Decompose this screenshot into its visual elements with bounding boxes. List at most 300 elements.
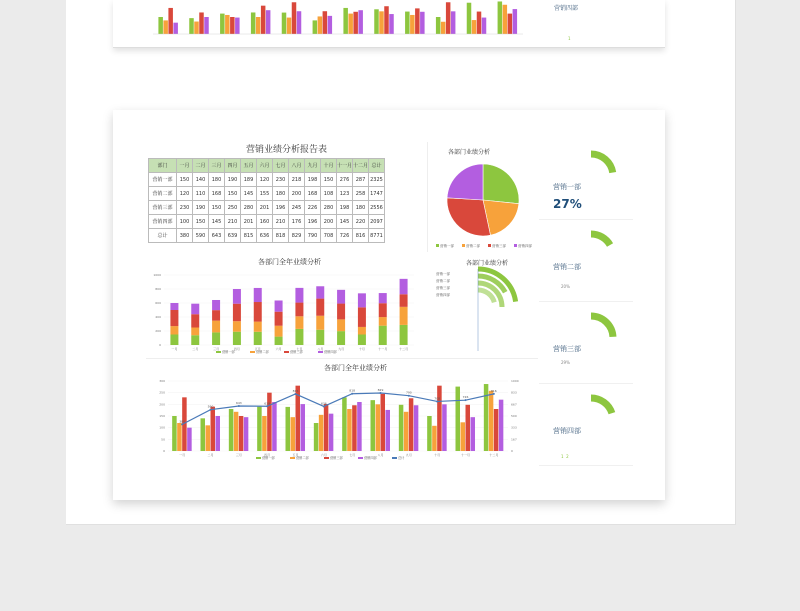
data-label: 380 <box>179 419 186 424</box>
data-label: 726 <box>462 395 469 400</box>
bar <box>414 405 419 451</box>
table-header-row <box>149 159 385 173</box>
bar <box>216 416 221 451</box>
legend-swatch <box>284 351 289 353</box>
legend-label: 营销三部 <box>330 456 343 460</box>
legend-label: 营销一部 <box>222 350 235 354</box>
x-tick-label: 九月 <box>405 453 412 457</box>
prev-bar <box>482 18 487 34</box>
bar <box>461 422 466 451</box>
bar <box>201 418 206 451</box>
stacked-bar-segment <box>337 331 345 345</box>
legend-label: 营销四部 <box>364 456 377 460</box>
line-point <box>380 392 382 394</box>
stacked-bar-segment <box>358 327 366 335</box>
stacked-bar-segment <box>275 312 283 326</box>
prev-gauge-label: 营销四部 <box>554 5 579 12</box>
x-tick-label: 九月 <box>338 347 345 351</box>
prev-bar <box>266 10 271 34</box>
x-tick-label: 六月 <box>275 347 282 351</box>
table-cell: 189 <box>241 173 257 187</box>
gauge-panel-4 <box>539 386 633 466</box>
line-point <box>266 405 268 407</box>
y-tick-label: 150 <box>159 414 165 418</box>
table-cell: 108 <box>321 187 337 201</box>
bar <box>239 416 244 451</box>
y2-tick-label: 500 <box>511 414 517 418</box>
ring-chart-panel <box>427 253 537 355</box>
table-cell: 8771 <box>369 229 385 243</box>
y-tick-label: 400 <box>155 315 161 319</box>
legend-label: 营销二部 <box>296 456 309 460</box>
bar <box>399 405 404 451</box>
stacked-bar-segment <box>379 326 387 345</box>
stacked-bar-segment <box>233 332 241 345</box>
stacked-bar-segment <box>358 335 366 346</box>
prev-bar <box>343 8 348 34</box>
stacked-bar-segment <box>170 303 178 310</box>
table-cell: 168 <box>209 187 225 201</box>
gauge-1-label: 营销一部 <box>553 183 581 191</box>
bar <box>301 404 306 451</box>
table-cell: 790 <box>305 229 321 243</box>
table-cell: 708 <box>321 229 337 243</box>
bar <box>357 402 362 451</box>
prev-gauge-legend: 1 <box>568 36 571 41</box>
prev-bar <box>292 2 297 34</box>
x-tick-label: 一月 <box>179 453 186 457</box>
table-cell: 2325 <box>369 173 385 187</box>
prev-bar <box>353 12 358 34</box>
table-cell: 816 <box>353 229 369 243</box>
table-header-cell: 总计 <box>369 159 385 173</box>
prev-bar <box>508 14 513 34</box>
prev-bar <box>384 6 389 34</box>
stacked-bar-segment <box>295 329 303 345</box>
legend-swatch <box>324 457 329 459</box>
data-label: 636 <box>320 401 327 406</box>
legend-swatch <box>514 244 517 247</box>
line-point <box>351 393 353 395</box>
stacked-bar-segment <box>400 279 408 294</box>
data-label: 818 <box>349 388 356 393</box>
y2-tick-label: 333 <box>511 425 517 430</box>
gauge-4-label: 营销四部 <box>553 427 581 435</box>
table-header-cell: 七月 <box>273 159 289 173</box>
stacked-bar-segment <box>233 289 241 304</box>
table-row <box>149 229 385 243</box>
stacked-bar-segment <box>191 314 199 327</box>
table-cell: 营销二部 <box>149 187 177 201</box>
bar <box>244 417 249 451</box>
stacked-bar-title: 各部门全年业绩分析 <box>258 258 321 266</box>
stacked-bar-segment <box>254 302 262 322</box>
legend-swatch <box>256 457 261 459</box>
pie-slice <box>447 164 483 200</box>
table-cell: 190 <box>225 173 241 187</box>
table-cell: 200 <box>321 215 337 229</box>
x-tick-label: 二月 <box>207 453 214 457</box>
prev-bar <box>261 6 266 34</box>
x-tick-label: 十月 <box>434 453 441 457</box>
line-point <box>181 423 183 425</box>
table-cell: 110 <box>193 187 209 201</box>
table-header-cell: 九月 <box>305 159 321 173</box>
x-tick-label: 七月 <box>296 347 303 351</box>
table-cell: 250 <box>225 201 241 215</box>
prev-bar <box>451 11 456 34</box>
table-cell: 150 <box>321 173 337 187</box>
table-cell: 总计 <box>149 229 177 243</box>
x-tick-label: 一月 <box>171 347 178 351</box>
stacked-bar-segment <box>191 328 199 336</box>
table-cell: 280 <box>241 201 257 215</box>
table-cell: 168 <box>305 187 321 201</box>
bar <box>291 417 296 451</box>
stacked-bar-segment <box>233 304 241 322</box>
stacked-bar-segment <box>358 293 366 307</box>
y-tick-label: 300 <box>159 379 165 383</box>
pie-legend-label: 营销二部 <box>466 244 480 248</box>
ring-label: 营销一部 <box>436 272 450 276</box>
y-tick-label: 0 <box>163 449 165 453</box>
table-cell: 营销一部 <box>149 173 177 187</box>
ring-chart <box>428 253 538 355</box>
table-cell: 145 <box>337 215 353 229</box>
x-tick-label: 四月 <box>233 347 240 351</box>
x-tick-label: 十一月 <box>460 453 471 457</box>
stacked-bar-segment <box>379 293 387 303</box>
line-point <box>323 405 325 407</box>
prev-bar <box>199 12 204 34</box>
gauge-1-percent: 27% <box>553 197 582 211</box>
prev-bar <box>358 10 363 34</box>
table-cell: 145 <box>209 215 225 229</box>
table-cell: 140 <box>193 173 209 187</box>
stacked-bar-segment <box>212 321 220 333</box>
data-label: 708 <box>434 396 441 401</box>
bar <box>404 412 409 451</box>
data-label: 816 <box>490 388 497 393</box>
pie-panel <box>427 142 537 252</box>
prev-bar <box>498 1 503 34</box>
legend-swatch <box>358 457 363 459</box>
x-tick-label: 八月 <box>317 347 324 351</box>
report-sheet <box>113 110 665 500</box>
table-cell: 218 <box>289 173 305 187</box>
stacked-bar-segment <box>212 310 220 321</box>
legend-label: 营销一部 <box>262 456 275 460</box>
bar <box>329 414 334 451</box>
table-cell: 176 <box>289 215 305 229</box>
table-cell: 190 <box>193 201 209 215</box>
line-point <box>465 399 467 401</box>
stacked-bar-segment <box>212 300 220 310</box>
ring-label: 营销四部 <box>436 293 450 297</box>
table-cell: 230 <box>273 173 289 187</box>
bar <box>484 384 489 451</box>
table-cell: 245 <box>289 201 305 215</box>
x-tick-label: 七月 <box>349 453 356 457</box>
table-cell: 营销三部 <box>149 201 177 215</box>
gauge-arc <box>591 316 613 337</box>
table-header-cell: 部门 <box>149 159 177 173</box>
stacked-bar-segment <box>400 325 408 345</box>
table-header-cell: 十一月 <box>337 159 353 173</box>
table-row <box>149 173 385 187</box>
table-cell: 210 <box>225 215 241 229</box>
line-point <box>408 395 410 397</box>
table-cell: 180 <box>273 187 289 201</box>
prev-bar <box>225 15 230 34</box>
prev-bar <box>158 17 163 34</box>
y-tick-label: 600 <box>155 301 161 305</box>
table-row <box>149 187 385 201</box>
table-cell: 160 <box>257 215 273 229</box>
stacked-bar-chart <box>146 265 428 357</box>
bar <box>376 404 381 451</box>
bar <box>257 407 262 451</box>
prev-bar <box>415 8 420 34</box>
stacked-bar-segment <box>191 335 199 345</box>
stacked-bar-segment <box>379 317 387 326</box>
prev-bar <box>323 11 328 34</box>
prev-bar <box>189 18 194 34</box>
table-header-cell: 八月 <box>289 159 305 173</box>
stacked-bar-segment <box>170 335 178 346</box>
data-label: 790 <box>405 390 412 395</box>
y-tick-label: 50 <box>161 437 165 442</box>
combo-title: 各部门全年业绩分析 <box>324 364 387 372</box>
table-cell: 639 <box>225 229 241 243</box>
table-header-cell: 十月 <box>321 159 337 173</box>
pie-slice <box>483 164 519 204</box>
line-point <box>210 409 212 411</box>
table-cell: 123 <box>337 187 353 201</box>
table-cell: 180 <box>209 173 225 187</box>
legend-swatch <box>436 244 439 247</box>
gauge-arc <box>591 154 613 173</box>
combo-chart <box>146 371 538 467</box>
prev-bar <box>374 9 379 34</box>
stacked-bar-segment <box>295 303 303 317</box>
prev-bar <box>420 12 425 34</box>
legend-swatch <box>250 351 255 353</box>
stacked-bar-panel <box>146 253 428 357</box>
line-point <box>238 405 240 407</box>
legend-label: 营销四部 <box>324 350 337 354</box>
prev-bar <box>405 12 410 34</box>
prev-bar <box>472 20 477 34</box>
x-tick-label: 四月 <box>264 453 271 457</box>
bar <box>371 400 376 451</box>
legend-label: 总计 <box>398 456 405 460</box>
table-cell: 155 <box>257 187 273 201</box>
prev-bar <box>287 18 292 34</box>
pie-legend-label: 营销四部 <box>518 244 532 248</box>
bar <box>347 409 352 451</box>
stacked-bar-segment <box>316 286 324 298</box>
bar <box>272 402 277 451</box>
table-header-cell: 五月 <box>241 159 257 173</box>
bar <box>286 407 291 451</box>
legend-swatch <box>392 457 397 459</box>
prev-bar <box>328 16 333 34</box>
x-tick-label: 五月 <box>254 347 261 351</box>
legend-swatch <box>462 244 465 247</box>
table-cell: 280 <box>321 201 337 215</box>
bar <box>314 423 319 451</box>
bar <box>324 404 329 451</box>
line-point <box>295 393 297 395</box>
stacked-bar-segment <box>170 310 178 326</box>
stacked-bar-segment <box>212 332 220 345</box>
table-cell: 196 <box>305 215 321 229</box>
bar <box>211 407 216 451</box>
table-cell: 829 <box>289 229 305 243</box>
pie-slice <box>447 198 490 236</box>
x-tick-label: 十一月 <box>378 347 388 351</box>
table-cell: 726 <box>337 229 353 243</box>
prev-bar <box>410 15 415 34</box>
stacked-bar-segment <box>295 316 303 329</box>
x-tick-label: 三月 <box>213 347 220 351</box>
x-tick-label: 十月 <box>358 347 365 351</box>
sales-table <box>148 158 385 243</box>
line-point <box>436 400 438 402</box>
table-cell: 145 <box>241 187 257 201</box>
ring-label: 营销二部 <box>436 279 450 283</box>
stacked-bar-segment <box>275 337 283 345</box>
prev-bar <box>163 20 168 34</box>
y2-tick-label: 1000 <box>511 379 519 383</box>
bar <box>234 412 239 451</box>
table-cell: 150 <box>209 201 225 215</box>
bar <box>442 404 447 451</box>
gauge-4-legend: 1 2 <box>561 454 569 459</box>
stacked-bar-segment <box>191 304 199 315</box>
table-cell: 150 <box>193 215 209 229</box>
stacked-bar-segment <box>316 330 324 345</box>
table-cell: 1747 <box>369 187 385 201</box>
bar <box>187 428 192 451</box>
stacked-bar-segment <box>316 316 324 330</box>
table-cell: 230 <box>177 201 193 215</box>
table-cell: 150 <box>225 187 241 201</box>
prev-bar <box>503 5 508 34</box>
x-tick-label: 五月 <box>292 453 299 457</box>
legend-label: 营销三部 <box>290 350 303 354</box>
bar <box>206 425 211 451</box>
bar <box>466 405 471 451</box>
prev-bar <box>318 16 323 34</box>
prev-bar <box>230 17 235 34</box>
gauge-2-label: 营销二部 <box>553 263 581 271</box>
table-header-cell: 十二月 <box>353 159 369 173</box>
x-tick-label: 三月 <box>235 453 242 457</box>
prev-bar <box>446 2 451 34</box>
table-cell: 2556 <box>369 201 385 215</box>
table-cell: 120 <box>257 173 273 187</box>
prev-bar <box>204 17 209 34</box>
pie-legend-label: 营销三部 <box>492 244 506 248</box>
previous-sheet-chart <box>113 0 665 48</box>
y2-tick-label: 0 <box>511 449 513 453</box>
x-tick-label: 十二月 <box>489 453 499 457</box>
bar <box>177 423 181 451</box>
x-tick-label: 八月 <box>377 453 384 457</box>
y-tick-label: 200 <box>159 402 165 407</box>
table-cell: 643 <box>209 229 225 243</box>
data-label: 815 <box>292 388 299 393</box>
y-tick-label: 0 <box>159 343 161 347</box>
gauge-arc <box>591 234 610 245</box>
table-cell: 198 <box>337 201 353 215</box>
stacked-bar-segment <box>337 319 345 331</box>
previous-sheet-preview <box>113 0 665 48</box>
bar <box>499 400 504 451</box>
bar <box>352 405 357 451</box>
prev-bar <box>467 3 472 34</box>
y-tick-label: 250 <box>159 390 165 395</box>
ring-title: 各部门业绩分析 <box>466 260 509 267</box>
y-tick-label: 200 <box>155 329 161 333</box>
table-cell: 380 <box>177 229 193 243</box>
table-cell: 220 <box>353 215 369 229</box>
report-title: 营销业绩分析报告表 <box>246 145 328 155</box>
table-row <box>149 201 385 215</box>
pie-title: 各部门业绩分析 <box>448 149 491 156</box>
bar <box>342 397 347 451</box>
table-cell: 276 <box>337 173 353 187</box>
bar <box>386 410 391 451</box>
stacked-bar-segment <box>379 303 387 317</box>
line-point <box>493 393 495 395</box>
table-cell: 200 <box>289 187 305 201</box>
prev-bar <box>313 20 318 34</box>
table-cell: 196 <box>273 201 289 215</box>
bar <box>489 391 494 451</box>
table-cell: 287 <box>353 173 369 187</box>
gauge-arc <box>591 398 612 413</box>
bar <box>494 409 499 451</box>
table-header-cell: 六月 <box>257 159 273 173</box>
bar <box>456 387 461 451</box>
bar <box>432 426 437 451</box>
gauge-panel-3 <box>539 304 633 384</box>
table-header-cell: 一月 <box>177 159 193 173</box>
table-cell: 818 <box>273 229 289 243</box>
legend-swatch <box>216 351 221 353</box>
prev-bar <box>348 14 353 34</box>
gauge-2-percent: 20% <box>561 284 570 289</box>
stacked-bar-segment <box>337 290 345 304</box>
y2-tick-label: 667 <box>511 402 517 407</box>
prev-bar <box>379 11 384 34</box>
table-cell: 590 <box>193 229 209 243</box>
combo-chart-panel <box>146 358 538 466</box>
table-header-cell: 三月 <box>209 159 225 173</box>
stacked-bar-segment <box>337 304 345 320</box>
prev-bar <box>389 14 394 34</box>
table-row <box>149 215 385 229</box>
ring-label: 营销三部 <box>436 286 450 290</box>
stacked-bar-segment <box>275 326 283 337</box>
bar <box>471 417 476 451</box>
ring-arc <box>478 290 494 302</box>
legend-swatch <box>318 351 323 353</box>
table-cell: 150 <box>177 173 193 187</box>
